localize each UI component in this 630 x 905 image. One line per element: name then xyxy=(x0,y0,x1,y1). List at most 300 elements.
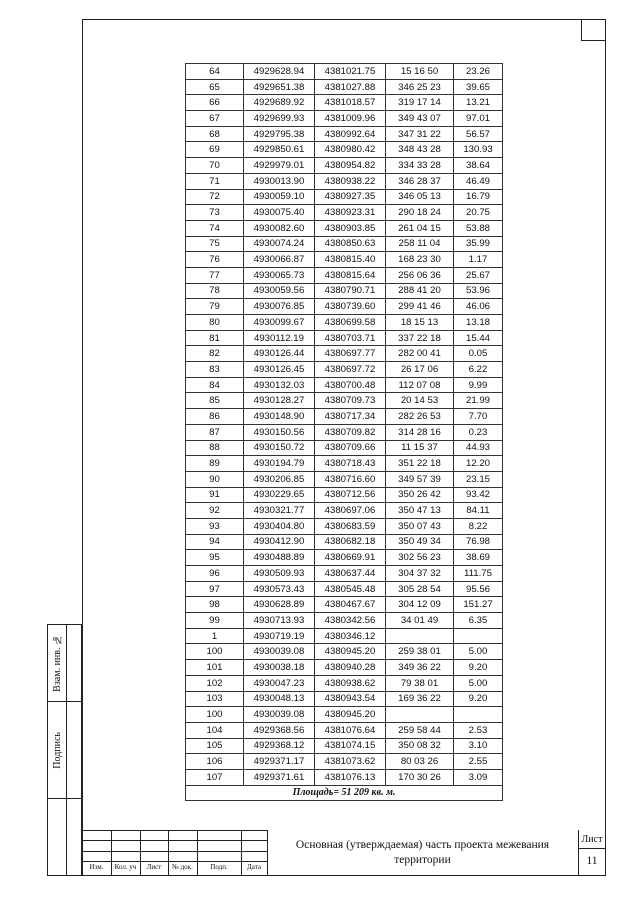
direction-angle-cell: 18 15 13 xyxy=(386,315,454,331)
length-cell: 38.69 xyxy=(454,550,503,566)
point-number-cell: 1 xyxy=(186,628,244,644)
x-coordinate-cell: 4929371.17 xyxy=(244,754,315,770)
stamp-kol-uch: Кол. уч xyxy=(114,863,137,871)
direction-angle-cell: 350 26 42 xyxy=(386,487,454,503)
stamp-date: Дата xyxy=(247,863,261,871)
length-cell: 53.88 xyxy=(454,220,503,236)
direction-angle-cell: 26 17 06 xyxy=(386,362,454,378)
stamp-rule xyxy=(82,861,267,862)
stamp-rule xyxy=(82,840,267,841)
y-coordinate-cell: 4380954.82 xyxy=(315,158,386,174)
direction-angle-cell: 169 36 22 xyxy=(386,691,454,707)
area-total: Площадь= 51 209 кв. м. xyxy=(186,785,503,801)
table-row xyxy=(186,220,503,236)
length-cell: 23.15 xyxy=(454,471,503,487)
table-row xyxy=(186,550,503,566)
table-row xyxy=(186,95,503,111)
direction-angle-cell: 349 57 39 xyxy=(386,471,454,487)
table-row xyxy=(186,111,503,127)
direction-angle-cell: 34 01 49 xyxy=(386,613,454,629)
signature-label: Подпись xyxy=(51,731,63,769)
direction-angle-cell: 259 38 01 xyxy=(386,644,454,660)
table-row xyxy=(186,409,503,425)
point-number-cell: 101 xyxy=(186,660,244,676)
direction-angle-cell: 170 30 26 xyxy=(386,769,454,785)
direction-angle-cell: 334 33 28 xyxy=(386,158,454,174)
direction-angle-cell: 314 28 16 xyxy=(386,424,454,440)
length-cell: 2.55 xyxy=(454,754,503,770)
table-row xyxy=(186,252,503,268)
length-cell: 13.18 xyxy=(454,315,503,331)
direction-angle-cell: 112 07 08 xyxy=(386,377,454,393)
direction-angle-cell: 351 22 18 xyxy=(386,456,454,472)
length-cell: 44.93 xyxy=(454,440,503,456)
length-cell: 5.00 xyxy=(454,644,503,660)
direction-angle-cell: 304 12 09 xyxy=(386,597,454,613)
length-cell: 1.17 xyxy=(454,252,503,268)
x-coordinate-cell: 4929979.01 xyxy=(244,158,315,174)
y-coordinate-cell: 4380945.20 xyxy=(315,644,386,660)
y-coordinate-cell: 4380717.34 xyxy=(315,409,386,425)
point-number-cell: 79 xyxy=(186,299,244,315)
table-row xyxy=(186,722,503,738)
table-row xyxy=(186,471,503,487)
y-coordinate-cell: 4380850.63 xyxy=(315,236,386,252)
table-row xyxy=(186,487,503,503)
side-cell-signature xyxy=(47,701,82,799)
x-coordinate-cell: 4930059.56 xyxy=(244,283,315,299)
y-coordinate-cell: 4380545.48 xyxy=(315,581,386,597)
direction-angle-cell: 346 05 13 xyxy=(386,189,454,205)
point-number-cell: 77 xyxy=(186,267,244,283)
x-coordinate-cell: 4929795.38 xyxy=(244,126,315,142)
point-number-cell: 80 xyxy=(186,315,244,331)
table-row xyxy=(186,628,503,644)
y-coordinate-cell: 4380699.58 xyxy=(315,315,386,331)
length-cell: 97.01 xyxy=(454,111,503,127)
length-cell: 53.96 xyxy=(454,283,503,299)
inv-label: Взам. инв. № xyxy=(51,634,63,692)
point-number-cell: 69 xyxy=(186,142,244,158)
point-number-cell: 64 xyxy=(186,64,244,80)
y-coordinate-cell: 4380669.91 xyxy=(315,550,386,566)
length-cell: 9.20 xyxy=(454,660,503,676)
length-cell: 151.27 xyxy=(454,597,503,613)
direction-angle-cell: 282 26 53 xyxy=(386,409,454,425)
x-coordinate-cell: 4930206.85 xyxy=(244,471,315,487)
length-cell: 9.20 xyxy=(454,691,503,707)
point-number-cell: 86 xyxy=(186,409,244,425)
direction-angle-cell: 290 18 24 xyxy=(386,205,454,221)
x-coordinate-cell: 4930150.72 xyxy=(244,440,315,456)
side-cell-signature-field xyxy=(66,702,84,798)
stamp-list: Лист xyxy=(146,863,162,871)
point-number-cell: 75 xyxy=(186,236,244,252)
y-coordinate-cell: 4381021.75 xyxy=(315,64,386,80)
area-row xyxy=(186,785,503,801)
direction-angle-cell: 288 41 20 xyxy=(386,283,454,299)
point-number-cell: 96 xyxy=(186,566,244,582)
y-coordinate-cell: 4380938.62 xyxy=(315,675,386,691)
y-coordinate-cell: 4380903.85 xyxy=(315,220,386,236)
point-number-cell: 103 xyxy=(186,691,244,707)
point-number-cell: 89 xyxy=(186,456,244,472)
direction-angle-cell: 346 28 37 xyxy=(386,173,454,189)
y-coordinate-cell: 4380712.56 xyxy=(315,487,386,503)
table-row xyxy=(186,79,503,95)
table-row xyxy=(186,597,503,613)
y-coordinate-cell: 4381009.96 xyxy=(315,111,386,127)
direction-angle-cell: 79 38 01 xyxy=(386,675,454,691)
point-number-cell: 92 xyxy=(186,503,244,519)
point-number-cell: 72 xyxy=(186,189,244,205)
point-number-cell: 100 xyxy=(186,644,244,660)
x-coordinate-cell: 4930047.23 xyxy=(244,675,315,691)
length-cell: 111.75 xyxy=(454,566,503,582)
table-row xyxy=(186,456,503,472)
table-row xyxy=(186,362,503,378)
x-coordinate-cell: 4930075.40 xyxy=(244,205,315,221)
y-coordinate-cell: 4380709.82 xyxy=(315,424,386,440)
point-number-cell: 81 xyxy=(186,330,244,346)
direction-angle-cell: 256 06 36 xyxy=(386,267,454,283)
x-coordinate-cell: 4930194.79 xyxy=(244,456,315,472)
direction-angle-cell xyxy=(386,628,454,644)
y-coordinate-cell: 4381018.57 xyxy=(315,95,386,111)
length-cell: 15.44 xyxy=(454,330,503,346)
y-coordinate-cell: 4380697.77 xyxy=(315,346,386,362)
table-row xyxy=(186,660,503,676)
y-coordinate-cell: 4380716.60 xyxy=(315,471,386,487)
point-number-cell: 104 xyxy=(186,722,244,738)
y-coordinate-cell: 4380815.64 xyxy=(315,267,386,283)
point-number-cell: 83 xyxy=(186,362,244,378)
x-coordinate-cell: 4930082.60 xyxy=(244,220,315,236)
y-coordinate-cell: 4380700.48 xyxy=(315,377,386,393)
x-coordinate-cell: 4929699.93 xyxy=(244,111,315,127)
length-cell: 0.05 xyxy=(454,346,503,362)
x-coordinate-cell: 4930065.73 xyxy=(244,267,315,283)
stamp-podp: Подп. xyxy=(210,863,228,871)
direction-angle-cell: 259 58 44 xyxy=(386,722,454,738)
table-row xyxy=(186,205,503,221)
table-row xyxy=(186,330,503,346)
table-row xyxy=(186,754,503,770)
length-cell: 20.75 xyxy=(454,205,503,221)
y-coordinate-cell: 4380992.64 xyxy=(315,126,386,142)
x-coordinate-cell: 4930148.90 xyxy=(244,409,315,425)
y-coordinate-cell: 4380346.12 xyxy=(315,628,386,644)
point-number-cell: 102 xyxy=(186,675,244,691)
y-coordinate-cell: 4380815.40 xyxy=(315,252,386,268)
x-coordinate-cell: 4930074.24 xyxy=(244,236,315,252)
length-cell: 21.99 xyxy=(454,393,503,409)
inv-label-wrap xyxy=(48,625,66,701)
direction-angle-cell: 11 15 37 xyxy=(386,440,454,456)
y-coordinate-cell: 4380739.60 xyxy=(315,299,386,315)
length-cell: 2.53 xyxy=(454,722,503,738)
x-coordinate-cell: 4930013.90 xyxy=(244,173,315,189)
direction-angle-cell: 349 36 22 xyxy=(386,660,454,676)
length-cell: 5.00 xyxy=(454,675,503,691)
point-number-cell: 84 xyxy=(186,377,244,393)
point-number-cell: 95 xyxy=(186,550,244,566)
table-row xyxy=(186,707,503,723)
y-coordinate-cell: 4380945.20 xyxy=(315,707,386,723)
direction-angle-cell: 346 25 23 xyxy=(386,79,454,95)
length-cell: 16.79 xyxy=(454,189,503,205)
document-title: Основная (утверждаемая) часть проекта межевания территории xyxy=(295,839,550,866)
table-row xyxy=(186,691,503,707)
x-coordinate-cell: 4930076.85 xyxy=(244,299,315,315)
direction-angle-cell: 319 17 14 xyxy=(386,95,454,111)
x-coordinate-cell: 4930048.13 xyxy=(244,691,315,707)
x-coordinate-cell: 4930628.89 xyxy=(244,597,315,613)
table-row xyxy=(186,315,503,331)
length-cell xyxy=(454,707,503,723)
direction-angle-cell: 350 47 13 xyxy=(386,503,454,519)
direction-angle-cell: 80 03 26 xyxy=(386,754,454,770)
direction-angle-cell: 168 23 30 xyxy=(386,252,454,268)
length-cell: 13.21 xyxy=(454,95,503,111)
stamp-rule xyxy=(578,848,606,849)
x-coordinate-cell: 4930039.08 xyxy=(244,707,315,723)
x-coordinate-cell: 4929368.12 xyxy=(244,738,315,754)
side-cell-inv-field xyxy=(66,625,84,701)
table-row xyxy=(186,173,503,189)
point-number-cell: 74 xyxy=(186,220,244,236)
side-strip xyxy=(47,624,83,876)
length-cell: 7.70 xyxy=(454,409,503,425)
y-coordinate-cell: 4380697.72 xyxy=(315,362,386,378)
x-coordinate-cell: 4930066.87 xyxy=(244,252,315,268)
coordinates-table-body xyxy=(186,64,503,786)
y-coordinate-cell: 4380342.56 xyxy=(315,613,386,629)
direction-angle-cell: 350 07 43 xyxy=(386,518,454,534)
table-row xyxy=(186,424,503,440)
table-row xyxy=(186,738,503,754)
direction-angle-cell xyxy=(386,707,454,723)
length-cell: 6.35 xyxy=(454,613,503,629)
direction-angle-cell: 350 08 32 xyxy=(386,738,454,754)
direction-angle-cell: 348 43 28 xyxy=(386,142,454,158)
x-coordinate-cell: 4930150.56 xyxy=(244,424,315,440)
point-number-cell: 82 xyxy=(186,346,244,362)
table-row xyxy=(186,346,503,362)
x-coordinate-cell: 4930713.93 xyxy=(244,613,315,629)
side-cell-inv xyxy=(47,624,82,702)
y-coordinate-cell: 4380927.35 xyxy=(315,189,386,205)
x-coordinate-cell: 4930059.10 xyxy=(244,189,315,205)
sheet-label: Лист xyxy=(581,834,603,845)
y-coordinate-cell: 4380683.59 xyxy=(315,518,386,534)
point-number-cell: 67 xyxy=(186,111,244,127)
y-coordinate-cell: 4380709.66 xyxy=(315,440,386,456)
x-coordinate-cell: 4930229.65 xyxy=(244,487,315,503)
length-cell: 3.10 xyxy=(454,738,503,754)
length-cell: 6.22 xyxy=(454,362,503,378)
table-row xyxy=(186,393,503,409)
y-coordinate-cell: 4380923.31 xyxy=(315,205,386,221)
point-number-cell: 107 xyxy=(186,769,244,785)
y-coordinate-cell: 4380943.54 xyxy=(315,691,386,707)
sheet-number: 11 xyxy=(586,855,598,867)
direction-angle-cell: 20 14 53 xyxy=(386,393,454,409)
coordinates-table xyxy=(185,63,503,801)
point-number-cell: 91 xyxy=(186,487,244,503)
length-cell: 76.98 xyxy=(454,534,503,550)
y-coordinate-cell: 4380718.43 xyxy=(315,456,386,472)
direction-angle-cell: 349 43 07 xyxy=(386,111,454,127)
length-cell: 0.23 xyxy=(454,424,503,440)
y-coordinate-cell: 4380697.06 xyxy=(315,503,386,519)
direction-angle-cell: 350 49 34 xyxy=(386,534,454,550)
y-coordinate-cell: 4380467.67 xyxy=(315,597,386,613)
length-cell: 130.93 xyxy=(454,142,503,158)
x-coordinate-cell: 4930132.03 xyxy=(244,377,315,393)
point-number-cell: 98 xyxy=(186,597,244,613)
length-cell: 38.64 xyxy=(454,158,503,174)
x-coordinate-cell: 4930128.27 xyxy=(244,393,315,409)
length-cell: 93.42 xyxy=(454,487,503,503)
y-coordinate-cell: 4380637.44 xyxy=(315,566,386,582)
table-row xyxy=(186,566,503,582)
point-number-cell: 76 xyxy=(186,252,244,268)
point-number-cell: 70 xyxy=(186,158,244,174)
table-row xyxy=(186,189,503,205)
table-row xyxy=(186,126,503,142)
x-coordinate-cell: 4929689.92 xyxy=(244,95,315,111)
length-cell: 23.26 xyxy=(454,64,503,80)
y-coordinate-cell: 4380980.42 xyxy=(315,142,386,158)
point-number-cell: 94 xyxy=(186,534,244,550)
x-coordinate-cell: 4930719.19 xyxy=(244,628,315,644)
length-cell: 56.57 xyxy=(454,126,503,142)
x-coordinate-cell: 4929850.61 xyxy=(244,142,315,158)
point-number-cell: 78 xyxy=(186,283,244,299)
direction-angle-cell: 15 16 50 xyxy=(386,64,454,80)
y-coordinate-cell: 4380938.22 xyxy=(315,173,386,189)
length-cell: 3.09 xyxy=(454,769,503,785)
x-coordinate-cell: 4929371.61 xyxy=(244,769,315,785)
table-row xyxy=(186,236,503,252)
point-number-cell: 93 xyxy=(186,518,244,534)
direction-angle-cell: 258 11 04 xyxy=(386,236,454,252)
x-coordinate-cell: 4930099.67 xyxy=(244,315,315,331)
x-coordinate-cell: 4930573.43 xyxy=(244,581,315,597)
table-row xyxy=(186,613,503,629)
x-coordinate-cell: 4930412.90 xyxy=(244,534,315,550)
x-coordinate-cell: 4930488.89 xyxy=(244,550,315,566)
point-number-cell: 85 xyxy=(186,393,244,409)
stamp-rule xyxy=(82,851,267,852)
x-coordinate-cell: 4930126.44 xyxy=(244,346,315,362)
length-cell: 84.11 xyxy=(454,503,503,519)
point-number-cell: 88 xyxy=(186,440,244,456)
point-number-cell: 73 xyxy=(186,205,244,221)
x-coordinate-cell: 4930038.18 xyxy=(244,660,315,676)
table-row xyxy=(186,64,503,80)
point-number-cell: 106 xyxy=(186,754,244,770)
length-cell xyxy=(454,628,503,644)
x-coordinate-cell: 4930112.19 xyxy=(244,330,315,346)
y-coordinate-cell: 4381076.13 xyxy=(315,769,386,785)
stamp-rule xyxy=(82,830,267,831)
y-coordinate-cell: 4381076.64 xyxy=(315,722,386,738)
table-row xyxy=(186,158,503,174)
direction-angle-cell: 305 28 54 xyxy=(386,581,454,597)
direction-angle-cell: 347 31 22 xyxy=(386,126,454,142)
y-coordinate-cell: 4381027.88 xyxy=(315,79,386,95)
length-cell: 46.06 xyxy=(454,299,503,315)
x-coordinate-cell: 4929368.56 xyxy=(244,722,315,738)
table-row xyxy=(186,267,503,283)
point-number-cell: 100 xyxy=(186,707,244,723)
point-number-cell: 71 xyxy=(186,173,244,189)
point-number-cell: 90 xyxy=(186,471,244,487)
length-cell: 8.22 xyxy=(454,518,503,534)
length-cell: 9.99 xyxy=(454,377,503,393)
direction-angle-cell: 337 22 18 xyxy=(386,330,454,346)
point-number-cell: 68 xyxy=(186,126,244,142)
y-coordinate-cell: 4380940.28 xyxy=(315,660,386,676)
y-coordinate-cell: 4380703.71 xyxy=(315,330,386,346)
table-row xyxy=(186,644,503,660)
signature-label-wrap xyxy=(48,702,66,798)
stamp-izm: Изм. xyxy=(89,863,104,871)
table-row xyxy=(186,675,503,691)
length-cell: 46.49 xyxy=(454,173,503,189)
direction-angle-cell: 299 41 46 xyxy=(386,299,454,315)
direction-angle-cell: 302 56 23 xyxy=(386,550,454,566)
x-coordinate-cell: 4930321.77 xyxy=(244,503,315,519)
x-coordinate-cell: 4930404.80 xyxy=(244,518,315,534)
y-coordinate-cell: 4380709.73 xyxy=(315,393,386,409)
point-number-cell: 97 xyxy=(186,581,244,597)
table-row xyxy=(186,440,503,456)
corner-box xyxy=(581,19,606,41)
length-cell: 12.20 xyxy=(454,456,503,472)
table-row xyxy=(186,518,503,534)
direction-angle-cell: 304 37 32 xyxy=(386,566,454,582)
direction-angle-cell: 282 00 41 xyxy=(386,346,454,362)
table-row xyxy=(186,283,503,299)
point-number-cell: 66 xyxy=(186,95,244,111)
stamp-doc-no: № док. xyxy=(172,863,193,871)
point-number-cell: 87 xyxy=(186,424,244,440)
table-row xyxy=(186,142,503,158)
table-row xyxy=(186,769,503,785)
table-row xyxy=(186,534,503,550)
x-coordinate-cell: 4929628.94 xyxy=(244,64,315,80)
direction-angle-cell: 261 04 15 xyxy=(386,220,454,236)
length-cell: 95.56 xyxy=(454,581,503,597)
table-row xyxy=(186,377,503,393)
length-cell: 35.99 xyxy=(454,236,503,252)
x-coordinate-cell: 4929651.38 xyxy=(244,79,315,95)
side-cell-date xyxy=(47,798,82,876)
table-row xyxy=(186,299,503,315)
x-coordinate-cell: 4930126.45 xyxy=(244,362,315,378)
table-row xyxy=(186,581,503,597)
length-cell: 25.67 xyxy=(454,267,503,283)
table-row xyxy=(186,503,503,519)
point-number-cell: 99 xyxy=(186,613,244,629)
length-cell: 39.65 xyxy=(454,79,503,95)
y-coordinate-cell: 4380790.71 xyxy=(315,283,386,299)
y-coordinate-cell: 4381074.15 xyxy=(315,738,386,754)
x-coordinate-cell: 4930509.93 xyxy=(244,566,315,582)
